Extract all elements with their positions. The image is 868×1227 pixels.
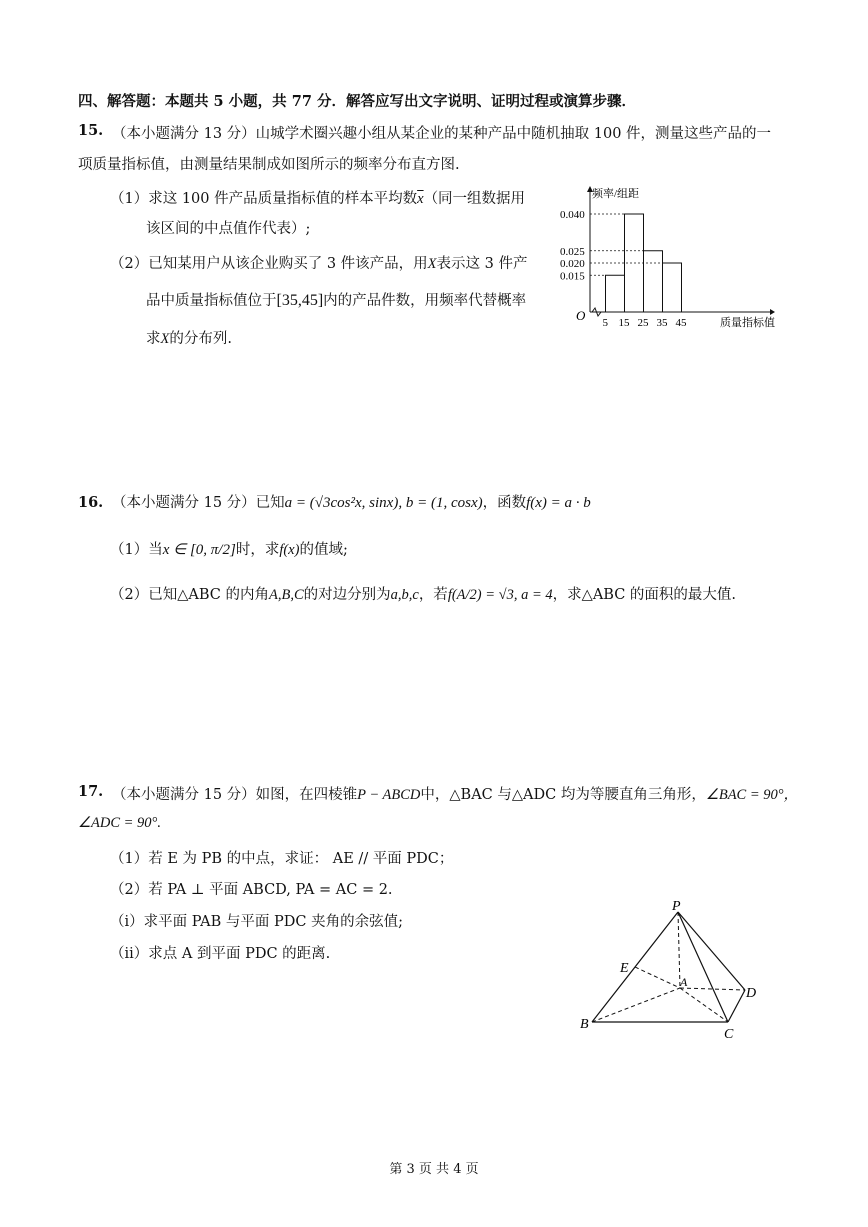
edge-CD <box>728 990 745 1022</box>
q16-number: 16. <box>78 494 104 511</box>
q15-part1: （1）求这 100 件产品质量指标值的样本平均数$\overline{x}$（同一组数据用 <box>110 191 526 207</box>
label-C: C <box>724 1027 734 1042</box>
label-B: B <box>580 1017 589 1032</box>
section-title: 四、解答题：本题共 5 小题，共 77 分．解答应写出文字说明、证明过程或演算步骤． <box>78 93 636 110</box>
histogram-bar <box>644 251 663 312</box>
q17-part2-i: （i）求平面 PAB 与平面 PDC 夹角的余弦值; <box>110 914 403 930</box>
q15-part2: （2）已知某用户从该企业购买了 3 件该产品，用X表示这 3 件产 <box>110 256 528 272</box>
q17-part2-ii: （ii）求点 A 到平面 PDC 的距离. <box>110 946 331 962</box>
q15-stem-line2: 项质量指标值，由测量结果制成如图所示的频率分布直方图. <box>78 157 460 173</box>
edge-EA <box>635 967 680 988</box>
y-tick-label: 0.040 <box>560 209 585 221</box>
x-tick-label: 5 <box>602 317 608 329</box>
x-tick-label: 15 <box>618 317 630 329</box>
q15-part2-end: 求X的分布列. <box>146 331 232 347</box>
function-def: f(x) = a · b <box>526 495 591 511</box>
given-condition: f(A/2) = √3, a = 4 <box>447 587 553 603</box>
label-E: E <box>620 961 629 976</box>
q15-stem-line1: （本小题满分 13 分）山城学术圈兴趣小组从某企业的某种产品中随机抽取 100 件，测量这些产品的一 <box>112 126 772 142</box>
label-P: P <box>672 900 681 914</box>
edge-PD <box>678 912 745 990</box>
interval: [35,45] <box>276 292 324 309</box>
y-tick-label: 0.020 <box>560 258 585 270</box>
histogram-bar <box>663 263 682 312</box>
q16-stem: （本小题满分 15 分）已知a = (√3cos²x, sinx), b = (1, cosx)，函数f(x) = a · b <box>112 495 591 511</box>
q16-part1: （1）当x ∈ [0, π/2]时，求f(x)的值域; <box>110 542 348 558</box>
x-tick-label: 25 <box>637 317 649 329</box>
x-axis-arrow <box>770 309 775 315</box>
label-A: A <box>680 975 688 989</box>
x-axis-label: 质量指标值 <box>720 317 775 329</box>
origin-label: O <box>576 308 586 323</box>
q17-stem-line2: ∠ADC = 90°. <box>78 815 161 831</box>
y-tick-label: 0.015 <box>560 270 585 283</box>
y-tick-label: 0.025 <box>560 245 585 258</box>
histogram-chart <box>560 182 775 332</box>
q17-part1: （1）若 E 为 PB 的中点，求证： AE // 平面 PDC； <box>110 851 454 867</box>
x-tick-label: 45 <box>675 317 687 329</box>
pyramid-figure <box>570 900 770 1045</box>
sample-mean-symbol: $\overline{x}$ <box>417 191 424 207</box>
q15-number: 15. <box>78 122 104 139</box>
label-D: D <box>746 986 757 1001</box>
histogram-bar <box>606 275 625 312</box>
q17-part2: （2）若 PA ⊥ 平面 ABCD, PA = AC = 2. <box>110 882 393 898</box>
page-footer: 第 3 页 共 4 页 <box>389 1162 479 1177</box>
q16-part2: （2）已知△ABC 的内角A,B,C的对边分别为a,b,c，若f(A/2) = √3, a = 4，求△ABC 的面积的最大值. <box>110 587 737 603</box>
domain-condition: x ∈ [0, π/2] <box>162 542 236 558</box>
vector-def: a = (√3cos²x, sinx), b = (1, cosx) <box>284 495 483 511</box>
edge-PC <box>678 912 728 1022</box>
y-axis-label: 频率/组距 <box>592 188 640 200</box>
q17-stem: （本小题满分 15 分）如图，在四棱锥P − ABCD中，△BAC 与△ADC 均为等腰直角三角形，∠BAC = 90°， <box>112 787 799 803</box>
q15-part1-cont: 该区间的中点值作代表）; <box>146 221 311 237</box>
x-tick-label: 35 <box>656 317 668 329</box>
q17-number: 17. <box>78 783 104 800</box>
q15-part2-cont: 品中质量指标值位于[35,45]内的产品件数，用频率代替概率 <box>146 292 527 309</box>
